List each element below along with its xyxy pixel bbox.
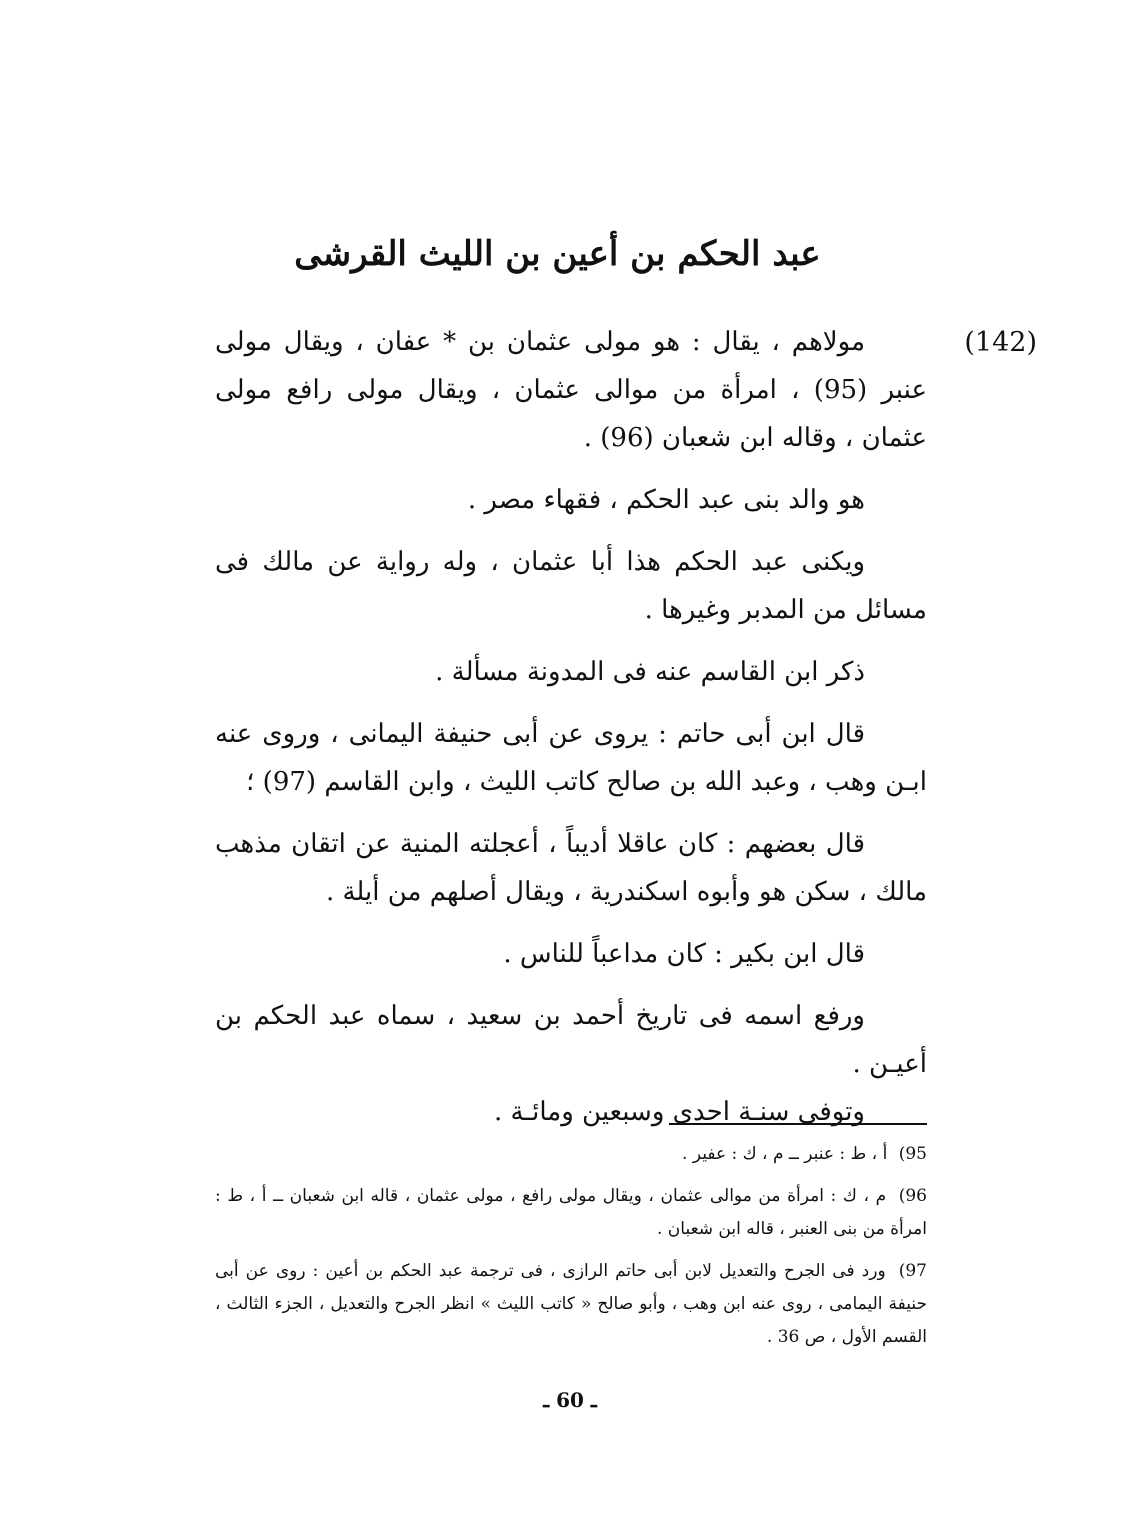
footnote-separator <box>669 1123 927 1125</box>
page-title: عبد الحكم بن أعين بن الليث القرشى <box>294 234 821 274</box>
paragraph: ويكنى عبد الحكم هذا أبا عثمان ، وله رواية عن مالك فى مسائل من المدبر وغيرها . <box>215 547 927 625</box>
footnote-text: م ، ك : امرأة من موالى عثمان ، ويقال مولى رافع ، مولى عثمان ، قاله ابن شعبان ــ أ ، ط : امرأة من بنى العنبر ، قاله ابن شعبان . <box>215 1186 927 1239</box>
paragraph: وتوفى سنـة احدى وسبعين ومائـة . <box>494 1097 865 1127</box>
paragraph: قال ابن أبى حاتم : يروى عن أبى حنيفة اليمانى ، وروى عنه ابـن وهب ، وعبد الله بن صالح كاتب الليث ، وابن القاسم (97) ؛ <box>215 719 927 797</box>
page-number: ـ 60 ـ <box>543 1388 597 1412</box>
footnote-text: ورد فى الجرح والتعديل لابن أبى حاتم الرازى ، فى ترجمة عبد الحكم بن أعين : روى عن أبى حنيفة اليمامى ، روى عنه ابن وهب ، وأبو صالح « كاتب الليث » انظر الجرح والتعديل ، الجزء الثالث ، القسم الأول ، ص 36 . <box>215 1261 927 1347</box>
paragraph: هو والد بنى عبد الحكم ، فقهاء مصر . <box>467 485 865 515</box>
footnote <box>215 1138 927 1171</box>
footnote <box>215 1255 927 1354</box>
footnote-text: أ ، ط : عنبر ــ م ، ك : عفير . <box>682 1144 888 1164</box>
body-text <box>215 318 927 1136</box>
footnote-number: 97) <box>898 1261 927 1281</box>
paragraph: مولاهم ، يقال : هو مولى عثمان بن * عفان ، ويقال مولى عنبر (95) ، امرأة من موالى عثمان ، ويقال مولى رافع مولى عثمان ، وقاله ابن شعبان (96) . <box>215 327 927 453</box>
footnote-number: 96) <box>898 1186 927 1206</box>
entry-number: (142) <box>964 327 1037 358</box>
paragraph: قال بعضهم : كان عاقلا أديباً ، أعجلته المنية عن اتقان مذهب مالك ، سكن هو وأبوه اسكندرية ، ويقال أصلهم من أيلة . <box>215 829 927 907</box>
paragraph: ورفع اسمه فى تاريخ أحمد بن سعيد ، سماه عبد الحكم بن أعيـن . <box>215 1001 927 1079</box>
footnotes <box>215 1138 927 1363</box>
paragraph: ذكر ابن القاسم عنه فى المدونة مسألة . <box>435 657 865 687</box>
footnote <box>215 1180 927 1246</box>
paragraph: قال ابن بكير : كان مداعباً للناس . <box>503 939 865 969</box>
footnote-number: 95) <box>898 1144 927 1164</box>
